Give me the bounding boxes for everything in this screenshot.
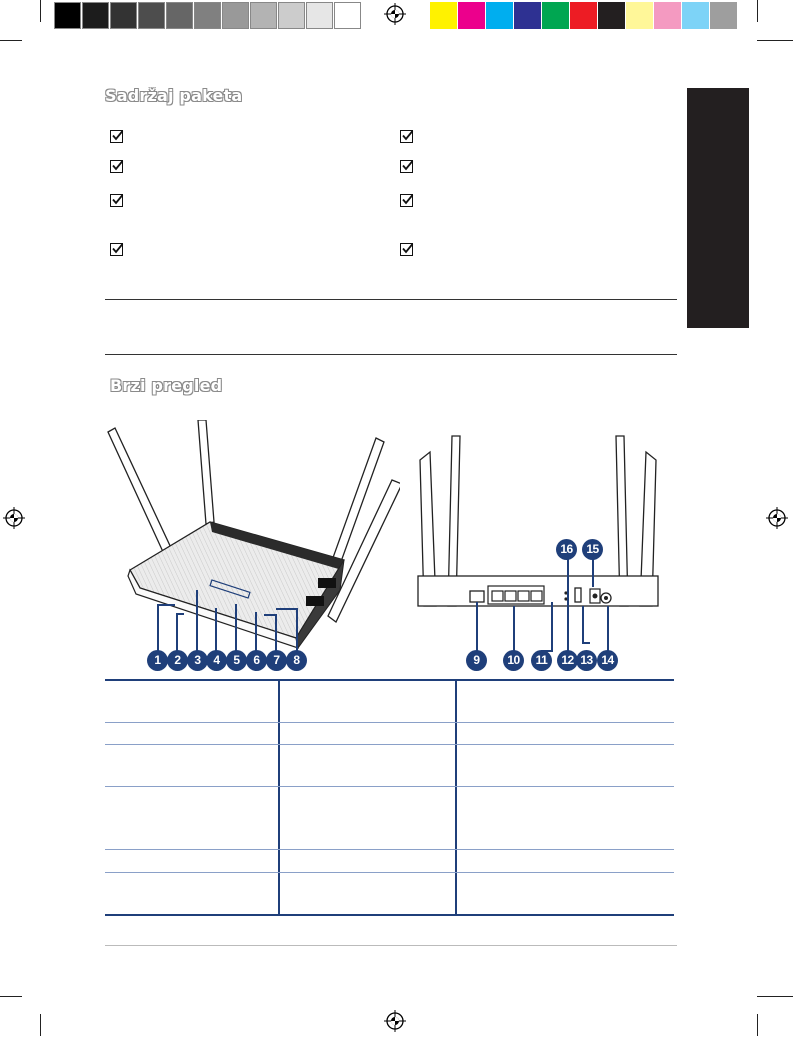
crop-mark [757,40,793,41]
color-swatch [570,2,597,29]
color-swatch [430,2,457,29]
color-swatch [626,2,653,29]
callout-line [157,604,175,606]
registration-mark-icon [384,3,406,25]
callout-line [476,602,478,652]
callout-line [255,612,257,652]
checkbox-checked-icon [110,130,123,143]
crop-mark [0,40,22,41]
gray-swatch [82,2,109,29]
callout-badge: 1 [147,650,168,671]
callout-badge: 5 [226,650,247,671]
callout-line [582,606,584,642]
gray-swatch [278,2,305,29]
color-swatch [654,2,681,29]
callout-badge: 2 [167,650,188,671]
table-row-divider [105,722,674,723]
crop-mark [757,996,793,997]
note-bottom-divider [105,354,677,355]
gray-swatch [138,2,165,29]
callout-badge: 11 [531,650,552,671]
callout-badge: 3 [187,650,208,671]
crop-mark [0,996,22,997]
color-swatch [682,2,709,29]
callout-badge: 10 [503,650,524,671]
table-top-rule [105,679,674,681]
registration-mark-icon [766,507,788,529]
table-row-divider [105,744,674,745]
note-top-divider [105,299,677,300]
table-column-divider [455,681,457,914]
quick-overview-heading: Brzi pregled [110,376,223,395]
callout-badge: 8 [286,650,307,671]
color-swatch [514,2,541,29]
crop-mark [40,1014,41,1036]
color-swatch [542,2,569,29]
callout-line [276,608,297,610]
table-bottom-rule [105,914,674,916]
color-swatch [598,2,625,29]
callout-line [567,557,569,652]
callout-badge: 7 [266,650,287,671]
gray-swatch [54,2,81,29]
callout-badge: 6 [246,650,267,671]
callout-badge: 16 [556,539,577,560]
callout-line [235,604,237,652]
router-back-illustration [410,430,665,620]
callout-line [176,613,178,652]
color-swatch [458,2,485,29]
checkbox-checked-icon [400,194,413,207]
checkbox-checked-icon [110,160,123,173]
callout-badge: 14 [597,650,618,671]
callout-badge: 13 [576,650,597,671]
callout-line [592,557,594,587]
registration-mark-icon [3,507,25,529]
crop-mark [757,1014,758,1036]
checkbox-checked-icon [110,194,123,207]
crop-mark [757,0,758,22]
gray-swatch [306,2,333,29]
checkbox-checked-icon [110,243,123,256]
language-side-tab [687,88,749,328]
footer-rule [105,945,677,946]
callout-line [513,606,515,652]
callout-line [264,614,276,616]
gray-swatch [110,2,137,29]
callout-line [176,613,184,615]
gray-swatch [194,2,221,29]
callout-line [196,590,198,652]
callout-line [296,608,298,652]
callout-badge: 12 [557,650,578,671]
checkbox-checked-icon [400,160,413,173]
callout-line [157,604,159,652]
color-swatch [710,2,737,29]
registration-mark-icon [384,1010,406,1032]
table-row-divider [105,872,674,873]
gray-swatch [222,2,249,29]
callout-badge: 9 [466,650,487,671]
callout-line [607,606,609,652]
gray-swatch [334,2,361,29]
callout-line [551,602,553,650]
table-row-divider [105,786,674,787]
table-column-divider [278,681,280,914]
crop-mark [40,0,41,22]
callout-badge: 15 [582,539,603,560]
color-swatch [486,2,513,29]
gray-swatch [166,2,193,29]
checkbox-checked-icon [400,130,413,143]
callout-line [275,614,277,652]
checkbox-checked-icon [400,243,413,256]
router-front-illustration [100,420,400,670]
table-row-divider [105,849,674,850]
callout-line [215,608,217,652]
gray-swatch [250,2,277,29]
package-contents-heading: Sadržaj paketa [105,86,243,105]
callout-badge: 4 [206,650,227,671]
callout-line [582,642,590,644]
